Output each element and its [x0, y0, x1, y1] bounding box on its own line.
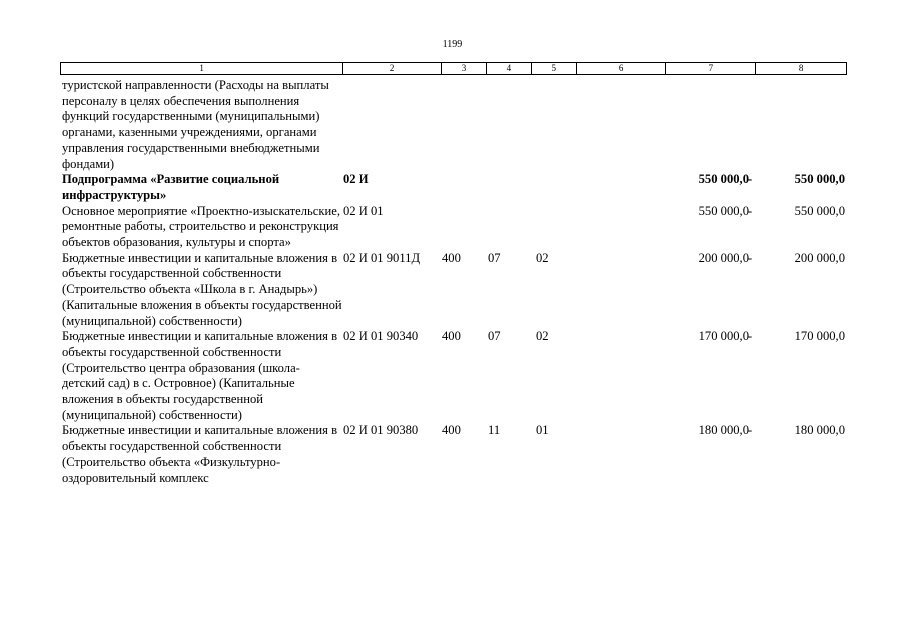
row-code: 02 И 01 90380 [343, 423, 419, 438]
column-header-2: 2 [343, 63, 442, 74]
row-sum: 170 000,0 [794, 329, 845, 344]
table-row [60, 329, 847, 423]
row-vr: 400 [442, 423, 461, 438]
row-total: 550 000,0 [698, 203, 749, 218]
column-header-3: 3 [442, 63, 487, 74]
row-vr: 400 [442, 329, 461, 344]
row-pr: 01 [536, 423, 549, 438]
row-pr: 02 [536, 329, 549, 344]
row-name: Подпрограмма «Развитие социальной инфраструктуры» [62, 172, 280, 202]
table-body [60, 78, 847, 486]
row-total: 200 000,0 [698, 250, 749, 265]
row-rz: 07 [488, 250, 501, 265]
page-number: 1199 [442, 39, 463, 50]
row-change: - [748, 172, 753, 187]
row-change: - [748, 203, 753, 218]
column-header-6: 6 [577, 63, 667, 74]
row-code: 02 И 01 9011Д [343, 250, 421, 265]
row-sum: 180 000,0 [794, 423, 845, 438]
table-row [60, 78, 847, 172]
row-name: туристской направленности (Расходы на выплаты персоналу в целях обеспечения выполнения функций государственными (муниципальными) органами, казенными учреждениями, органами управления государственными внебюджетными фондами) [62, 78, 329, 171]
table-row [60, 251, 847, 330]
row-name: Бюджетные инвестиции и капитальные вложения в объекты государственной собственности (Строительство центра образования (школа-детский сад) в с. Островное) (Капитальные вложения в объекты государственной (муниципальной) собственности) [62, 329, 338, 422]
row-rz: 07 [488, 329, 501, 344]
row-code: 02 И [343, 172, 369, 187]
row-name: Основное мероприятие «Проектно-изыскательские, ремонтные работы, строительство и реконструкция объектов образования, культуры и спорта» [62, 203, 340, 250]
row-name: Бюджетные инвестиции и капитальные вложения в объекты государственной собственности (Строительство объекта «Физкультурно-оздоровительный комплекс [62, 423, 338, 485]
column-header-1: 1 [61, 63, 343, 74]
row-total: 170 000,0 [698, 329, 749, 344]
row-total: 180 000,0 [698, 423, 749, 438]
column-header-4: 4 [487, 63, 532, 74]
row-code: 02 И 01 90340 [343, 329, 419, 344]
row-sum: 550 000,0 [794, 203, 845, 218]
row-sum: 200 000,0 [794, 250, 845, 265]
row-name: Бюджетные инвестиции и капитальные вложения в объекты государственной собственности (Строительство объекта «Школа в г. Анадырь») (Капитальные вложения в объекты государственной (муниципальной) собственности) [62, 250, 342, 328]
row-pr: 02 [536, 250, 549, 265]
column-header-5: 5 [532, 63, 577, 74]
table-row [60, 172, 847, 203]
row-change: - [748, 329, 753, 344]
row-total: 550 000,0 [698, 172, 749, 187]
table-row [60, 204, 847, 251]
table-header [60, 62, 847, 75]
row-rz: 11 [488, 423, 501, 438]
row-code: 02 И 01 [343, 203, 384, 218]
table-row [60, 423, 847, 486]
row-sum: 550 000,0 [794, 172, 845, 187]
column-header-7: 7 [666, 63, 756, 74]
row-change: - [748, 423, 753, 438]
row-vr: 400 [442, 250, 461, 265]
column-header-8: 8 [798, 63, 804, 73]
row-change: - [748, 250, 753, 265]
